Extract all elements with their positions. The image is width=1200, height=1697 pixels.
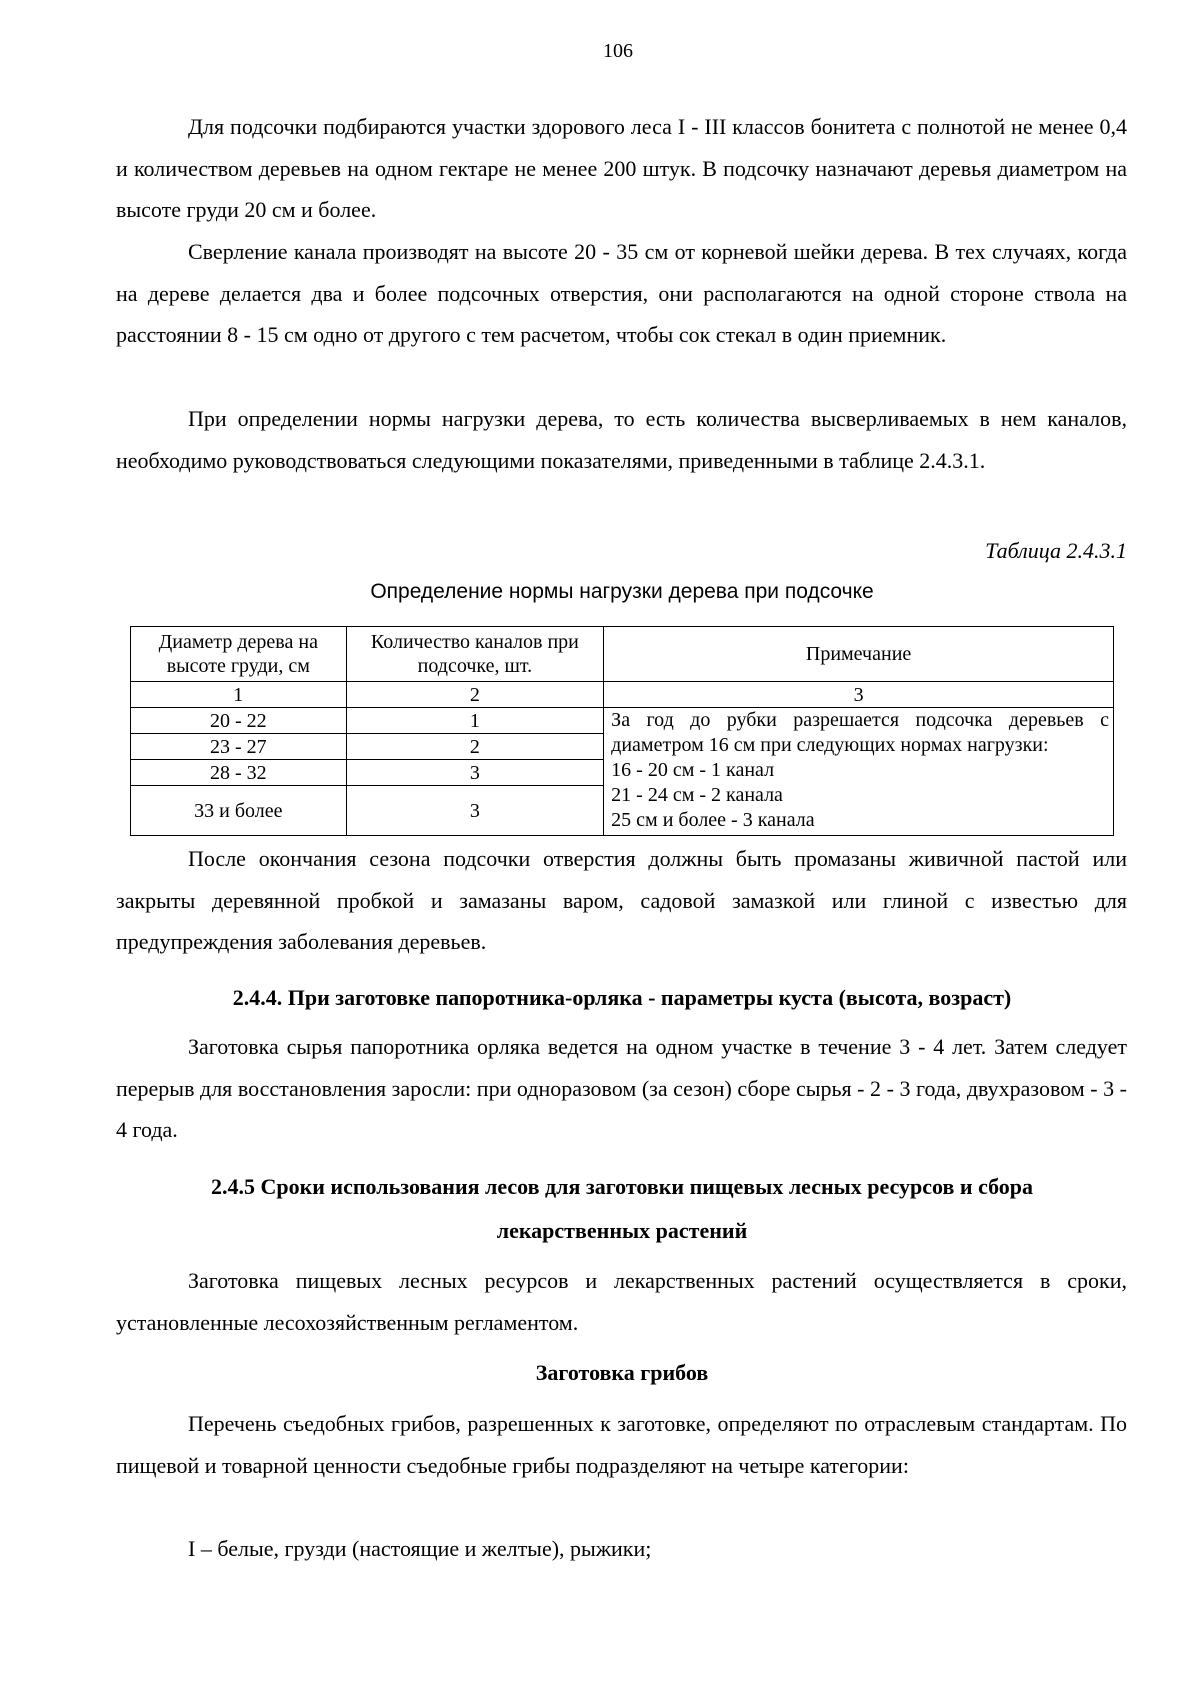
note-line: За год до рубки разрешается подсочка деревьев с [611,709,1109,731]
table-header-row [131,627,1114,682]
note-line: 25 см и более - 3 канала [611,809,815,831]
table-caption: Таблица 2.4.3.1 [985,538,1127,563]
header-note: Примечание [604,627,1114,682]
paragraph-drilling: Сверление канала производят на высоте 20 - 35 см от корневой шейки дерева. В тех случаях, когда на дереве делается два и более подсочных отверстия, они располагаются на одной стороне ствола на расстоянии 8 - 15 см одно от другого с тем расчетом, чтобы сок стекал в один приемник. [116,239,1127,347]
note-line: 21 - 24 см - 2 канала [611,784,783,806]
channels-cell: 3 [346,786,604,836]
header-channels: Количество каналов при подсочке, шт. [346,627,604,682]
note-line: диаметром 16 см при следующих нормах нагрузки: [611,734,1049,756]
channels-cell: 2 [346,734,604,760]
paragraph-fern: Заготовка сырья папоротника орляка ведется на одном участке в течение 3 - 4 лет. Затем следует перерыв для восстановления заросли: при одноразовом (за сезон) сборе сырья - 2 - 3 года, двухразовом - 3 - 4 года. [116,1034,1127,1142]
paragraph-food-resources: Заготовка пищевых лесных ресурсов и лекарственных растений осуществляется в сроки, установленные лесохозяйственным регламентом. [116,1268,1127,1335]
tapping-load-table [130,626,1114,836]
diameter-cell: 23 - 27 [131,734,347,760]
diameter-cell: 33 и более [131,786,347,836]
table-row [131,708,1114,734]
column-number: 2 [346,682,604,708]
heading-mushrooms: Заготовка грибов [535,1360,709,1385]
column-number: 3 [604,682,1114,708]
table-title: Определение нормы нагрузки дерева при подсочке [370,580,874,603]
paragraph-mushroom-categories: Перечень съедобных грибов, разрешенных к заготовке, определяют по отраслевым стандартам. По пищевой и товарной ценности съедобные грибы подразделяют на четыре категории: [116,1411,1127,1478]
header-diameter: Диаметр дерева на высоте груди, см [131,627,347,682]
paragraph-load-norms: При определении нормы нагрузки дерева, то есть количества высверливаемых в нем каналов, необходимо руководствоваться следующими показателями, приведенными в таблице 2.4.3.1. [116,406,1127,473]
heading-2-4-5-line2: лекарственных растений [496,1218,748,1243]
paragraph-category-one: I – белые, грузди (настоящие и желтые), рыжики; [188,1536,652,1561]
channels-cell: 1 [346,708,604,734]
paragraph-after-season: После окончания сезона подсочки отверстия должны быть промазаны живичной пастой или закрыты деревянной пробкой и замазаны варом, садовой замазкой или глиной с известью для предупреждения заболевания деревьев. [116,846,1127,954]
heading-2-4-4: 2.4.4. При заготовке папоротника-орляка - параметры куста (высота, возраст) [232,985,1012,1010]
paragraph-tapping-plots: Для подсочки подбираются участки здорового леса I - III классов бонитета с полнотой не менее 0,4 и количеством деревьев на одном гектаре не менее 200 штук. В подсочку назначают деревья диаметром на высоте груди 20 см и более. [116,114,1127,222]
note-cell [604,708,1114,836]
heading-2-4-5-line1: 2.4.5 Сроки использования лесов для заготовки пищевых лесных ресурсов и сбора [210,1174,1034,1199]
page-number: 106 [603,40,633,62]
diameter-cell: 28 - 32 [131,760,347,786]
note-line: 16 - 20 см - 1 канал [611,759,775,781]
column-number: 1 [131,682,347,708]
diameter-cell: 20 - 22 [131,708,347,734]
table-numbering-row [131,682,1114,708]
channels-cell: 3 [346,760,604,786]
